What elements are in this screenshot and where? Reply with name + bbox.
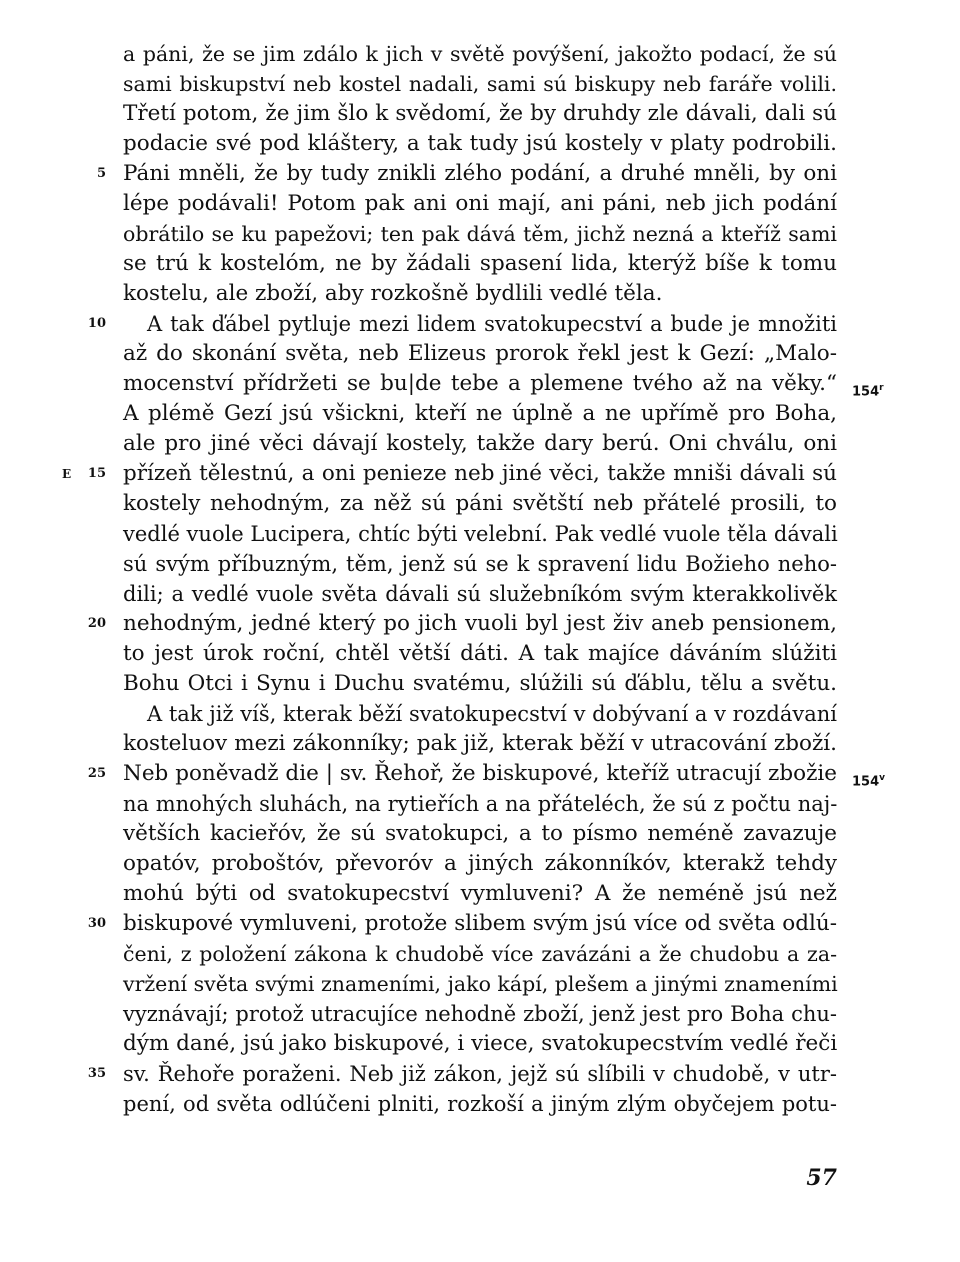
text-line-5: Páni mněli, že by tudy znikli zlého podání, a druhé mněli, by oni (123, 161, 837, 186)
text-line-3: Třetí potom, že jim šlo k svědomí, že by druhdy zle dávali, dali sú (123, 101, 837, 126)
text-line-18: sú svým příbuzným, těm, jenž sú se k spravení lidu Božieho neho- (123, 552, 837, 576)
text-line-22: Bohu Otci i Synu i Duchu svatému, slúžili sú ďáblu, tělu a světu. (123, 671, 837, 696)
text-line-13: A plémě Gezí jsú všickni, kteří ne úplně a ne upřímě pro Boha, (123, 401, 837, 426)
text-line-28: opatóv, proboštóv, převoróv a jiných zákonníkóv, kterakž tehdy (123, 851, 837, 876)
text-line-31: čeni, z položení zákona k chudobě více zavázáni a že chudobu a za- (123, 942, 837, 966)
line-number-30: 30 (87, 916, 106, 931)
text-line-10: A tak ďábel pytluje mezi lidem svatokupecství a bude je množiti (147, 312, 837, 336)
line-number-25: 25 (87, 766, 106, 781)
text-line-9: kostelu, ale zboží, aby rozkošně bydlili vedlé těla. (123, 281, 663, 306)
text-line-34: dým dané, jsú jako biskupové, i viece, svatokupecstvím vedlé řeči (123, 1031, 838, 1056)
folio-side: r (879, 383, 884, 393)
line-number-35: 35 (87, 1066, 106, 1081)
text-line-32: vržení světa svými znameními, jako kápí, plešem a jinými znameními (123, 972, 838, 996)
text-line-15: přízeň tělestnú, a oni penieze neb jiné věci, takže mniši dávali sú (123, 461, 837, 486)
text-line-33: vyznávají; protož utracujíce nehodně zboží, jenž jest pro Boha chu- (123, 1002, 837, 1026)
text-line-16: kostely nehodným, za něž sú páni světští neb přátelé prosili, to (123, 491, 837, 516)
text-line-26: na mnohých sluhách, na rytieřích a na přáteléch, že sú z počtu naj- (123, 792, 838, 816)
text-line-1: a páni, že se jim zdálo k jich v světě povýšení, jakožto podací, že sú (123, 42, 837, 66)
folio-number: 154 (852, 384, 880, 400)
line-number-15: 15 (87, 466, 106, 481)
folio-mark-154r (852, 372, 884, 404)
text-line-7: obrátilo se ku papežovi; ten pak dává těm, jichž nezná a kteříž sami (123, 222, 837, 246)
text-line-4: podacie své pod kláštery, a tak tudy jsú kostely v platy podrobili. (123, 131, 837, 156)
text-line-25: Neb poněvadž die | sv. Řehoř, že biskupové, kteříž utracují zbožie (123, 761, 837, 786)
line-number-5: 5 (96, 166, 106, 181)
text-line-11: až do skonání světa, neb Elizeus prorok řekl jest k Gezí: „Malo- (123, 341, 837, 366)
folio-mark-154v (852, 762, 885, 794)
text-line-2: sami biskupství neb kostel nadali, sami sú biskupy neb faráře volili. (123, 72, 837, 96)
folio-side: v (879, 773, 886, 783)
text-line-21: to jest úrok roční, chtěl větší dáti. A tak majíce dáváním slúžiti (123, 641, 837, 666)
text-line-14: ale pro jiné věci dávají kostely, takže dary berú. Oni chválu, oni (123, 431, 837, 456)
text-line-17: vedlé vuole Lucipera, chtíc býti velební. Pak vedlé vuole těla dávali (123, 522, 838, 546)
folio-number: 154 (852, 774, 880, 790)
signature-mark: E (62, 467, 72, 481)
line-number-10: 10 (87, 316, 106, 331)
text-line-6: lépe podávali! Potom pak ani oni mají, ani páni, neb jich podání (123, 191, 837, 216)
text-line-23: A tak již víš, kterak běží svatokupecství v dobývaní a v rozdávaní (147, 702, 837, 726)
line-number-20: 20 (87, 616, 106, 631)
text-line-12: mocenství přídržeti se bu|de tebe a plemene tvého až na věky.“ (123, 371, 837, 396)
page-number: 57 (806, 1165, 837, 1191)
text-line-19: dili; a vedlé vuole světa dávali sú služebníkóm svým kterakkolivěk (123, 582, 837, 606)
text-line-30: biskupové vymluveni, protože slibem svým jsú více od světa odlú- (123, 911, 837, 936)
text-line-29: mohú býti od svatokupecství vymluveni? A že neméně jsú než (123, 881, 837, 906)
text-line-36: pení, od světa odlúčeni plniti, rozkoší a jiným zlým obyčejem potu- (123, 1092, 837, 1116)
text-line-27: větších kacieřóv, že sú svatokupci, a to písmo neméně zavazuje (123, 821, 837, 846)
text-line-24: kosteluov mezi zákonníky; pak již, kterak běží v utracování zboží. (123, 731, 837, 756)
text-line-35: sv. Řehoře poraženi. Neb již zákon, jejž sú slíbili v chudobě, v utr- (123, 1062, 837, 1086)
text-line-8: se trú k kostelóm, ne by žádali spasení lida, kterýž bíše k tomu (123, 251, 837, 276)
text-line-20: nehodným, jedné který po jich vuoli byl jest živ aneb pensionem, (123, 611, 837, 636)
